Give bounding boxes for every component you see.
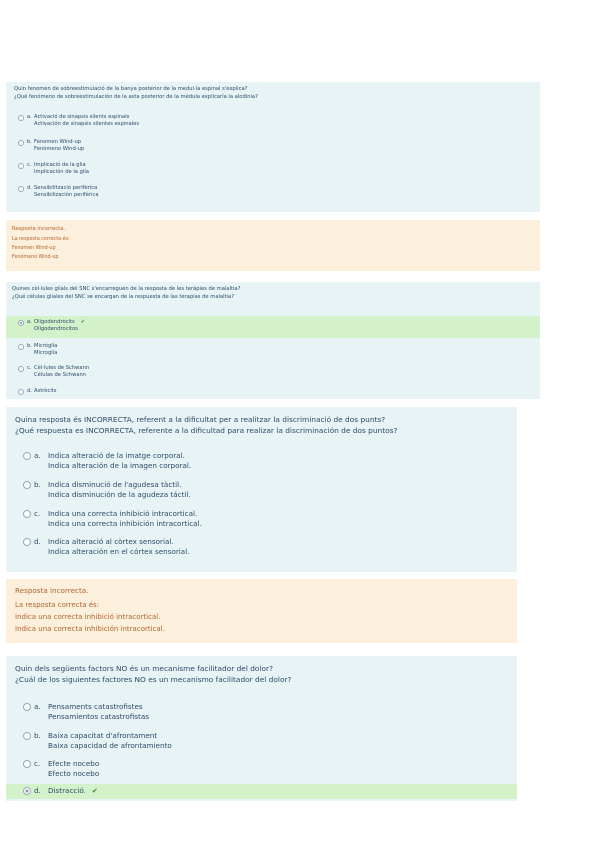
option-text-es: Implicación de la glía bbox=[34, 169, 89, 176]
question-2-text-ca: Quines cèl·lules glials del SNC s'encarreguen de la resposta de les teràpies de malaltia? bbox=[12, 286, 241, 292]
radio-button-checked[interactable] bbox=[23, 787, 31, 795]
option-text bbox=[48, 451, 191, 470]
question-1-option-a[interactable] bbox=[6, 112, 540, 132]
radio-button[interactable] bbox=[18, 389, 24, 395]
radio-button[interactable] bbox=[23, 452, 31, 460]
question-3-text-ca: Quina resposta és INCORRECTA, referent a la dificultat per a realitzar la discriminació de dos punts? bbox=[15, 415, 386, 424]
question-2-option-d[interactable] bbox=[6, 386, 540, 398]
option-letter: a. bbox=[27, 114, 32, 120]
option-letter: a. bbox=[34, 702, 41, 711]
question-4-text-ca: Quin dels següents factors NO és un mecanisme facilitador del dolor? bbox=[15, 664, 273, 673]
option-text bbox=[48, 731, 172, 750]
question-2-text-es: ¿Qué células gliales del SNC se encargan de la respuesta de las terapias de malaltia? bbox=[12, 294, 234, 300]
feedback-2-card bbox=[6, 579, 517, 643]
option-text-es: Indica alteración en el córtex sensorial. bbox=[48, 546, 190, 556]
option-text-es: Pensamientos catastrofistas bbox=[48, 711, 149, 721]
question-3-card bbox=[6, 407, 517, 572]
option-text-ca: Distracció. bbox=[48, 786, 86, 795]
feedback-2-title: Resposta incorrecta. bbox=[15, 586, 89, 595]
question-1-option-c[interactable] bbox=[6, 160, 540, 180]
question-3-option-a[interactable] bbox=[6, 449, 517, 473]
question-1-text-ca: Quin fenomen de sobreestimulació de la banya posterior de la medul·la espinal s'explica? bbox=[14, 86, 248, 92]
option-text bbox=[48, 786, 98, 796]
option-text bbox=[34, 365, 89, 379]
option-text bbox=[48, 759, 99, 778]
feedback-1-card bbox=[6, 220, 540, 271]
option-text bbox=[48, 702, 149, 721]
feedback-2-line: Indica una correcta inhibición intracortical. bbox=[15, 625, 165, 633]
question-1-card bbox=[6, 82, 540, 212]
option-text bbox=[34, 162, 89, 176]
feedback-1-line: La resposta correcta és: bbox=[12, 237, 70, 242]
check-icon: ✔ bbox=[91, 786, 98, 795]
option-text-ca: Indica una correcta inhibició intracortical. bbox=[48, 509, 198, 518]
option-text-ca: Cèl·lules de Schwann bbox=[34, 365, 90, 371]
question-4-option-d[interactable] bbox=[6, 784, 517, 799]
check-icon: ✔ bbox=[80, 319, 86, 325]
radio-button[interactable] bbox=[23, 703, 31, 711]
option-text-es: Activación de sinapsis silentes espinales bbox=[34, 121, 140, 128]
question-1-text-es: ¿Qué fenómeno de sobreestimulación de la asta posterior de la médula explicaría la alodinia? bbox=[14, 94, 258, 100]
question-2-option-b[interactable] bbox=[6, 341, 540, 361]
option-text-ca: Pensaments catastrofistes bbox=[48, 702, 143, 711]
option-text-ca: Efecte nocebo bbox=[48, 759, 100, 768]
option-text-ca: Baixa capacitat d'afrontament bbox=[48, 731, 158, 740]
option-text bbox=[48, 509, 202, 528]
option-letter: d. bbox=[34, 786, 41, 795]
radio-button[interactable] bbox=[18, 163, 24, 169]
option-text-ca: Sensibilització perifèrica bbox=[34, 185, 98, 191]
option-text-es: Efecto nocebo bbox=[48, 768, 100, 778]
option-text-ca: Indica disminució de l'agudesa tàctil. bbox=[48, 480, 182, 489]
option-text-ca: Fenomen Wind-up bbox=[34, 139, 82, 145]
option-text-es: Indica alteración de la imagen corporal. bbox=[48, 460, 192, 470]
option-text bbox=[48, 480, 191, 499]
option-text bbox=[34, 388, 57, 395]
question-4-option-b[interactable] bbox=[6, 729, 517, 753]
option-text-es: Células de Schwann bbox=[34, 372, 87, 379]
option-text-ca: Indica alteració de la imatge corporal. bbox=[48, 451, 185, 460]
question-3-text-es: ¿Qué respuesta es INCORRECTA, referente a la dificultad para realizar la discriminación de dos puntos? bbox=[15, 426, 398, 435]
option-letter: c. bbox=[34, 509, 41, 518]
radio-button[interactable] bbox=[23, 732, 31, 740]
option-text bbox=[34, 139, 84, 153]
question-4-option-c[interactable] bbox=[6, 757, 517, 781]
question-4-text-es: ¿Cuál de los siguientes factores NO es un mecanismo facilitador del dolor? bbox=[15, 675, 292, 684]
option-text bbox=[48, 537, 190, 556]
option-text-ca: Astròcits bbox=[34, 388, 57, 394]
feedback-2-line: La resposta correcta és: bbox=[15, 601, 100, 609]
option-text-ca: Activació de sinapsis silents espinals bbox=[34, 114, 130, 120]
radio-button[interactable] bbox=[23, 538, 31, 546]
feedback-2-line: Indica una correcta inhibició intracortical. bbox=[15, 613, 161, 621]
radio-button[interactable] bbox=[23, 510, 31, 518]
option-text-es: Indica una correcta inhibición intracortical. bbox=[48, 518, 202, 528]
option-text-es: Fenómeno Wind-up bbox=[34, 146, 85, 153]
option-text bbox=[34, 319, 85, 333]
radio-button[interactable] bbox=[23, 760, 31, 768]
option-text-ca: Indica alteració al còrtex sensorial. bbox=[48, 537, 174, 546]
radio-button[interactable] bbox=[18, 186, 24, 192]
option-letter: b. bbox=[34, 731, 41, 740]
option-letter: d. bbox=[34, 537, 41, 546]
radio-button[interactable] bbox=[18, 366, 24, 372]
option-letter: d. bbox=[27, 388, 32, 394]
option-text-ca: Micròglia bbox=[34, 343, 58, 349]
option-text-es: Indica disminución de la agudeza táctil. bbox=[48, 489, 191, 499]
feedback-1-line: Fenomen Wind-up bbox=[12, 246, 56, 251]
option-letter: a. bbox=[27, 319, 32, 325]
question-3-option-b[interactable] bbox=[6, 478, 517, 502]
radio-button[interactable] bbox=[23, 481, 31, 489]
question-2-option-a[interactable] bbox=[6, 316, 540, 338]
option-text-es: Oligodendrocitos bbox=[34, 326, 78, 333]
question-3-option-c[interactable] bbox=[6, 507, 517, 531]
question-4-card bbox=[6, 656, 517, 801]
option-letter: b. bbox=[34, 480, 41, 489]
option-letter: c. bbox=[34, 759, 41, 768]
option-letter: d. bbox=[27, 185, 32, 191]
option-letter: b. bbox=[27, 343, 32, 349]
radio-button[interactable] bbox=[18, 140, 24, 146]
option-text bbox=[34, 343, 57, 357]
option-letter: c. bbox=[27, 162, 32, 168]
option-text-es: Baixa capacidad de afrontamiento bbox=[48, 740, 172, 750]
option-letter: c. bbox=[27, 365, 32, 371]
question-2-card bbox=[6, 282, 540, 399]
option-letter: b. bbox=[27, 139, 32, 145]
feedback-1-line: Fenómeno Wind-up bbox=[12, 255, 59, 260]
option-text bbox=[34, 114, 139, 128]
radio-button[interactable] bbox=[18, 115, 24, 121]
question-4-option-a[interactable] bbox=[6, 700, 517, 724]
question-1-option-b[interactable] bbox=[6, 137, 540, 157]
feedback-1-title: Resposta incorrecta. bbox=[12, 226, 66, 232]
question-2-option-c[interactable] bbox=[6, 363, 540, 383]
option-text bbox=[34, 185, 99, 199]
option-text-ca: Implicació de la glia bbox=[34, 162, 86, 168]
radio-button[interactable] bbox=[18, 344, 24, 350]
question-3-option-d[interactable] bbox=[6, 535, 517, 559]
option-text-ca: Oligodendròcits bbox=[34, 319, 75, 325]
option-text-es: Microglía bbox=[34, 350, 58, 357]
question-1-option-d[interactable] bbox=[6, 183, 540, 203]
option-text-es: Sensibilización periférica bbox=[34, 192, 99, 199]
option-letter: a. bbox=[34, 451, 41, 460]
radio-button-checked[interactable] bbox=[18, 320, 24, 326]
